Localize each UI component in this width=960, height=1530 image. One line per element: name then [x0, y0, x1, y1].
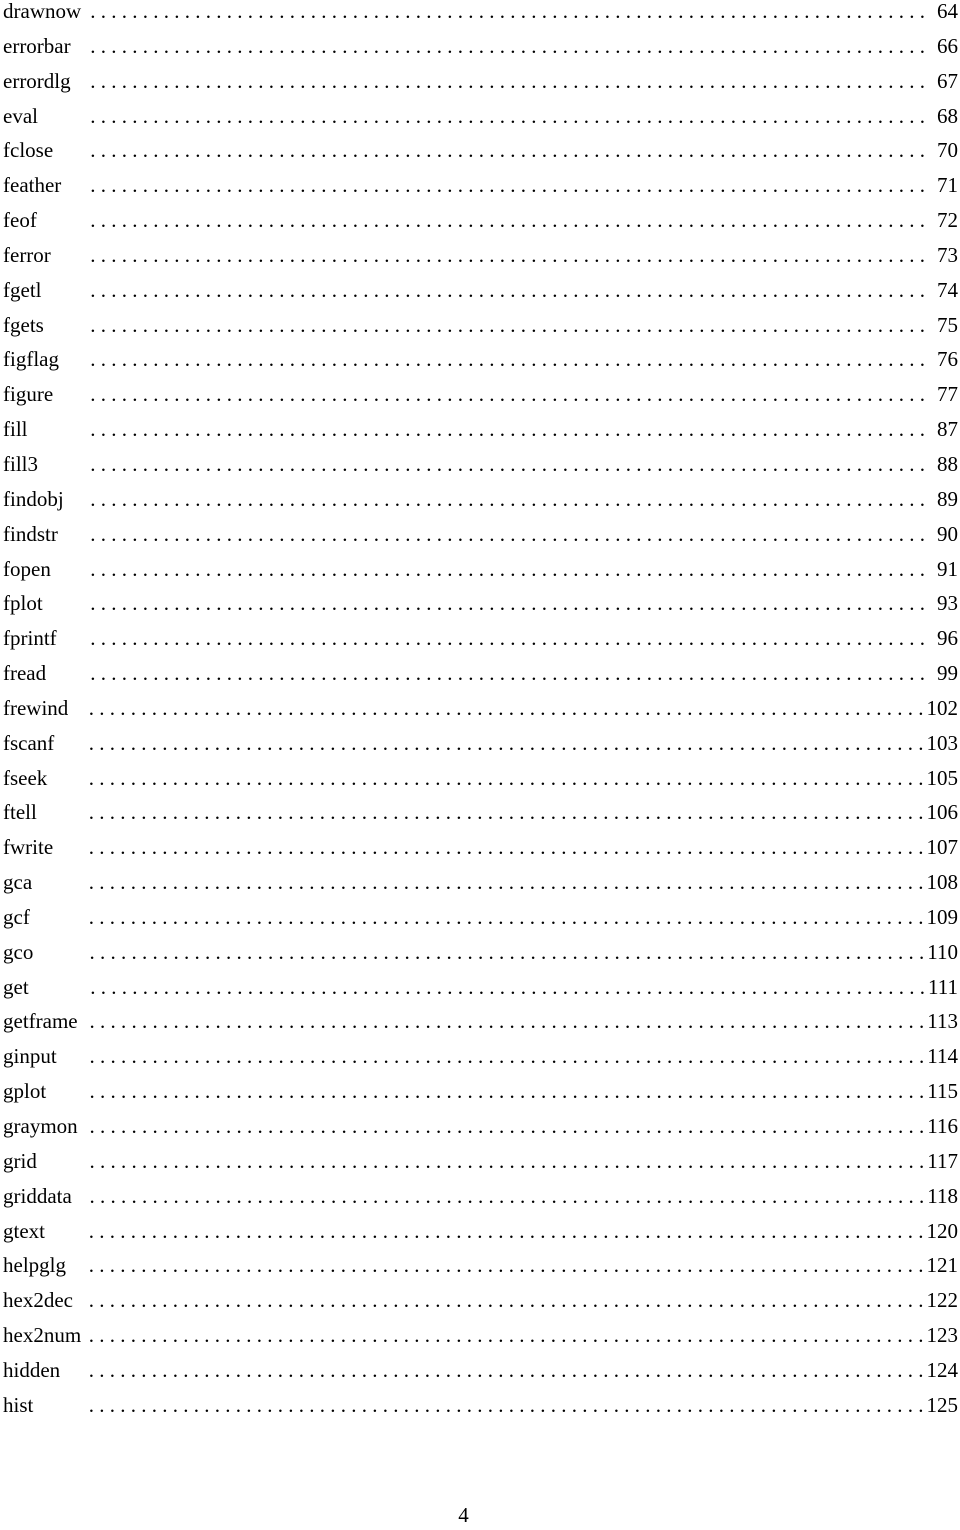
toc-entry[interactable] — [3, 1353, 958, 1388]
dot-leader: . . . . . . . . . . . . . . . . . . . . . . . . . . . . . . . . . . . . . . . . . . . . . . . . . . . . . . . . . . . . . . . . . . . . . . . . . . . . . . . . — [88, 904, 924, 929]
toc-entry[interactable] — [3, 168, 958, 203]
toc-entry[interactable] — [3, 552, 958, 587]
toc-entry-page: 71 — [937, 173, 958, 198]
toc-entry-name: gca — [3, 870, 33, 895]
toc-entry-page: 122 — [926, 1288, 958, 1313]
toc-entry-name: fopen — [3, 556, 51, 581]
toc-entry[interactable] — [3, 656, 958, 691]
toc-entry[interactable] — [3, 970, 958, 1005]
dot-leader: . . . . . . . . . . . . . . . . . . . . . . . . . . . . . . . . . . . . . . . . . . . . . . . . . . . . . . . . . . . . . . . . . . . . . . . . . . . . . . . . — [90, 103, 925, 128]
toc-entry-page: 73 — [937, 242, 958, 267]
dot-leader: . . . . . . . . . . . . . . . . . . . . . . . . . . . . . . . . . . . . . . . . . . . . . . . . . . . . . . . . . . . . . . . . . . . . . . . . . . . . . . . . — [88, 765, 924, 790]
toc-entry[interactable] — [3, 691, 958, 726]
toc-entry-name: fwrite — [3, 835, 54, 860]
dot-leader: . . . . . . . . . . . . . . . . . . . . . . . . . . . . . . . . . . . . . . . . . . . . . . . . . . . . . . . . . . . . . . . . . . . . . . . . . . . . . . . . — [89, 1148, 925, 1173]
toc-entry-name: fseek — [3, 765, 48, 790]
toc-entry[interactable] — [3, 1388, 958, 1423]
toc-entry-name: fgets — [3, 312, 44, 337]
toc-entry-page: 115 — [927, 1079, 958, 1104]
toc-entry-page: 103 — [926, 730, 958, 755]
dot-leader: . . . . . . . . . . . . . . . . . . . . . . . . . . . . . . . . . . . . . . . . . . . . . . . . . . . . . . . . . . . . . . . . . . . . . . . . . . . . . . . . — [89, 1183, 925, 1208]
dot-leader: . . . . . . . . . . . . . . . . . . . . . . . . . . . . . . . . . . . . . . . . . . . . . . . . . . . . . . . . . . . . . . . . . . . . . . . . . . . . . . . . — [90, 138, 925, 163]
dot-leader: . . . . . . . . . . . . . . . . . . . . . . . . . . . . . . . . . . . . . . . . . . . . . . . . . . . . . . . . . . . . . . . . . . . . . . . . . . . . . . . . — [88, 800, 924, 825]
toc-entry-page: 70 — [937, 138, 958, 163]
toc-entry[interactable] — [3, 795, 958, 830]
dot-leader: . . . . . . . . . . . . . . . . . . . . . . . . . . . . . . . . . . . . . . . . . . . . . . . . . . . . . . . . . . . . . . . . . . . . . . . . . . . . . . . . — [88, 835, 924, 860]
dot-leader: . . . . . . . . . . . . . . . . . . . . . . . . . . . . . . . . . . . . . . . . . . . . . . . . . . . . . . . . . . . . . . . . . . . . . . . . . . . . . . . . — [88, 1323, 924, 1348]
toc-entry[interactable] — [3, 133, 958, 168]
toc-entry-page: 113 — [927, 1009, 958, 1034]
toc-entry[interactable] — [3, 482, 958, 517]
dot-leader: . . . . . . . . . . . . . . . . . . . . . . . . . . . . . . . . . . . . . . . . . . . . . . . . . . . . . . . . . . . . . . . . . . . . . . . . . . . . . . . . — [90, 521, 925, 546]
toc-entry[interactable] — [3, 586, 958, 621]
toc-entry[interactable] — [3, 273, 958, 308]
toc-entry-page: 107 — [926, 835, 958, 860]
toc-entry-page: 76 — [937, 347, 958, 372]
toc-entry-page: 99 — [937, 661, 958, 686]
toc-entry[interactable] — [3, 865, 958, 900]
toc-entry[interactable] — [3, 900, 958, 935]
toc-entry-name: errordlg — [3, 68, 71, 93]
toc-entry-page: 93 — [937, 591, 958, 616]
toc-entry-name: fprintf — [3, 626, 57, 651]
toc-entry[interactable] — [3, 830, 958, 865]
dot-leader: . . . . . . . . . . . . . . . . . . . . . . . . . . . . . . . . . . . . . . . . . . . . . . . . . . . . . . . . . . . . . . . . . . . . . . . . . . . . . . . . — [90, 661, 925, 686]
toc-entry[interactable] — [3, 1109, 958, 1144]
dot-leader: . . . . . . . . . . . . . . . . . . . . . . . . . . . . . . . . . . . . . . . . . . . . . . . . . . . . . . . . . . . . . . . . . . . . . . . . . . . . . . . . — [89, 939, 925, 964]
toc-entry-name: figure — [3, 382, 54, 407]
dot-leader: . . . . . . . . . . . . . . . . . . . . . . . . . . . . . . . . . . . . . . . . . . . . . . . . . . . . . . . . . . . . . . . . . . . . . . . . . . . . . . . . — [90, 277, 925, 302]
toc-entry-page: 66 — [937, 33, 958, 58]
dot-leader: . . . . . . . . . . . . . . . . . . . . . . . . . . . . . . . . . . . . . . . . . . . . . . . . . . . . . . . . . . . . . . . . . . . . . . . . . . . . . . . . — [88, 1288, 924, 1313]
toc-entry[interactable] — [3, 1214, 958, 1249]
toc-entry-name: griddata — [3, 1183, 72, 1208]
toc-entry-page: 123 — [926, 1323, 958, 1348]
toc-entry-page: 109 — [926, 904, 958, 929]
toc-entry-name: fplot — [3, 591, 43, 616]
toc-entry-name: ftell — [3, 800, 37, 825]
toc-entry-page: 68 — [937, 103, 958, 128]
toc-entry-page: 102 — [926, 695, 958, 720]
toc-entry-name: errorbar — [3, 33, 71, 58]
dot-leader: . . . . . . . . . . . . . . . . . . . . . . . . . . . . . . . . . . . . . . . . . . . . . . . . . . . . . . . . . . . . . . . . . . . . . . . . . . . . . . . . — [90, 486, 925, 511]
toc-entry[interactable] — [3, 1283, 958, 1318]
toc-entry[interactable] — [3, 29, 958, 64]
dot-leader: . . . . . . . . . . . . . . . . . . . . . . . . . . . . . . . . . . . . . . . . . . . . . . . . . . . . . . . . . . . . . . . . . . . . . . . . . . . . . . . . — [90, 68, 925, 93]
toc-entry-page: 67 — [937, 68, 958, 93]
dot-leader: . . . . . . . . . . . . . . . . . . . . . . . . . . . . . . . . . . . . . . . . . . . . . . . . . . . . . . . . . . . . . . . . . . . . . . . . . . . . . . . . — [90, 382, 925, 407]
toc-entry-page: 96 — [937, 626, 958, 651]
dot-leader: . . . . . . . . . . . . . . . . . . . . . . . . . . . . . . . . . . . . . . . . . . . . . . . . . . . . . . . . . . . . . . . . . . . . . . . . . . . . . . . . — [90, 451, 925, 476]
dot-leader: . . . . . . . . . . . . . . . . . . . . . . . . . . . . . . . . . . . . . . . . . . . . . . . . . . . . . . . . . . . . . . . . . . . . . . . . . . . . . . . . — [90, 312, 925, 337]
dot-leader: . . . . . . . . . . . . . . . . . . . . . . . . . . . . . . . . . . . . . . . . . . . . . . . . . . . . . . . . . . . . . . . . . . . . . . . . . . . . . . . . — [90, 33, 925, 58]
toc-entry[interactable] — [3, 0, 958, 29]
toc-entry-page: 108 — [926, 870, 958, 895]
dot-leader: . . . . . . . . . . . . . . . . . . . . . . . . . . . . . . . . . . . . . . . . . . . . . . . . . . . . . . . . . . . . . . . . . . . . . . . . . . . . . . . . — [88, 730, 924, 755]
toc-entry[interactable] — [3, 1248, 958, 1283]
toc-entry-name: fclose — [3, 138, 54, 163]
toc-entry-name: grid — [3, 1148, 37, 1173]
toc-entry-page: 90 — [937, 521, 958, 546]
toc-entry-page: 105 — [926, 765, 958, 790]
toc-entry-name: ferror — [3, 242, 51, 267]
dot-leader: . . . . . . . . . . . . . . . . . . . . . . . . . . . . . . . . . . . . . . . . . . . . . . . . . . . . . . . . . . . . . . . . . . . . . . . . . . . . . . . . — [90, 0, 925, 23]
dot-leader: . . . . . . . . . . . . . . . . . . . . . . . . . . . . . . . . . . . . . . . . . . . . . . . . . . . . . . . . . . . . . . . . . . . . . . . . . . . . . . . . — [89, 1079, 925, 1104]
toc-entry[interactable] — [3, 377, 958, 412]
dot-leader: . . . . . . . . . . . . . . . . . . . . . . . . . . . . . . . . . . . . . . . . . . . . . . . . . . . . . . . . . . . . . . . . . . . . . . . . . . . . . . . . — [90, 591, 925, 616]
toc-entry-name: findobj — [3, 486, 64, 511]
toc-entry-page: 64 — [937, 0, 958, 23]
toc-entry[interactable] — [3, 1074, 958, 1109]
toc-entry-name: gco — [3, 939, 34, 964]
toc-entry-page: 88 — [937, 451, 958, 476]
toc-entry-page: 124 — [926, 1357, 958, 1382]
toc-entry[interactable] — [3, 99, 958, 134]
toc-entry-page: 120 — [926, 1218, 958, 1243]
toc-entry-page: 121 — [926, 1253, 958, 1278]
toc-entry-name: figflag — [3, 347, 59, 372]
toc-entry[interactable] — [3, 517, 958, 552]
toc-entry-name: gcf — [3, 904, 30, 929]
toc-entry-page: 118 — [927, 1183, 958, 1208]
toc-entry-name: frewind — [3, 695, 69, 720]
dot-leader: . . . . . . . . . . . . . . . . . . . . . . . . . . . . . . . . . . . . . . . . . . . . . . . . . . . . . . . . . . . . . . . . . . . . . . . . . . . . . . . . — [90, 242, 925, 267]
toc-entry-name: gplot — [3, 1079, 47, 1104]
toc-entry[interactable] — [3, 238, 958, 273]
toc-entry[interactable] — [3, 1039, 958, 1074]
toc-entry-name: fill3 — [3, 451, 38, 476]
toc-entry-name: findstr — [3, 521, 58, 546]
dot-leader: . . . . . . . . . . . . . . . . . . . . . . . . . . . . . . . . . . . . . . . . . . . . . . . . . . . . . . . . . . . . . . . . . . . . . . . . . . . . . . . . — [88, 1253, 924, 1278]
toc-entry-page: 74 — [937, 277, 958, 302]
toc-entry-page: 111 — [928, 974, 958, 999]
toc-entry[interactable] — [3, 447, 958, 482]
toc-entry-page: 114 — [927, 1044, 958, 1069]
toc-entry-name: gtext — [3, 1218, 45, 1243]
toc-entry-name: drawnow — [3, 0, 82, 23]
toc-entry-page: 77 — [937, 382, 958, 407]
toc-entry-name: graymon — [3, 1114, 78, 1138]
dot-leader: . . . . . . . . . . . . . . . . . . . . . . . . . . . . . . . . . . . . . . . . . . . . . . . . . . . . . . . . . . . . . . . . . . . . . . . . . . . . . . . . — [88, 870, 924, 895]
toc-entry[interactable] — [3, 64, 958, 99]
toc-entry-name: get — [3, 974, 29, 999]
toc-entry-page: 110 — [927, 939, 958, 964]
toc-entry-name: fread — [3, 661, 47, 686]
toc-entry[interactable] — [3, 342, 958, 377]
toc-entry-page: 116 — [927, 1114, 958, 1138]
toc-entry[interactable] — [3, 1318, 958, 1353]
dot-leader: . . . . . . . . . . . . . . . . . . . . . . . . . . . . . . . . . . . . . . . . . . . . . . . . . . . . . . . . . . . . . . . . . . . . . . . . . . . . . . . . — [90, 347, 925, 372]
toc-entry-name: hex2num — [3, 1323, 82, 1348]
toc-entry-page: 75 — [937, 312, 958, 337]
toc-entry-name: hidden — [3, 1357, 61, 1382]
toc-entry-name: ginput — [3, 1044, 57, 1069]
toc-entry-name: helpglg — [3, 1253, 66, 1278]
toc-entry-page: 125 — [926, 1392, 958, 1417]
dot-leader: . . . . . . . . . . . . . . . . . . . . . . . . . . . . . . . . . . . . . . . . . . . . . . . . . . . . . . . . . . . . . . . . . . . . . . . . . . . . . . . . — [90, 626, 925, 651]
page-number: 4 — [458, 1503, 469, 1527]
toc-entry[interactable] — [3, 1144, 958, 1179]
toc-entry[interactable] — [3, 621, 958, 656]
table-of-contents — [3, 0, 958, 1423]
toc-entry-name: feather — [3, 173, 62, 198]
toc-entry[interactable] — [3, 1004, 958, 1039]
toc-entry-page: 91 — [937, 556, 958, 581]
toc-entry-page: 117 — [927, 1148, 958, 1173]
toc-entry[interactable] — [3, 203, 958, 238]
dot-leader: . . . . . . . . . . . . . . . . . . . . . . . . . . . . . . . . . . . . . . . . . . . . . . . . . . . . . . . . . . . . . . . . . . . . . . . . . . . . . . . . — [88, 1218, 924, 1243]
toc-entry-name: getframe — [3, 1009, 78, 1034]
dot-leader: . . . . . . . . . . . . . . . . . . . . . . . . . . . . . . . . . . . . . . . . . . . . . . . . . . . . . . . . . . . . . . . . . . . . . . . . . . . . . . . . — [88, 1392, 924, 1417]
toc-entry-page: 89 — [937, 486, 958, 511]
dot-leader: . . . . . . . . . . . . . . . . . . . . . . . . . . . . . . . . . . . . . . . . . . . . . . . . . . . . . . . . . . . . . . . . . . . . . . . . . . . . . . . . — [90, 173, 925, 198]
toc-entry-page: 87 — [937, 417, 958, 442]
toc-entry[interactable] — [3, 935, 958, 970]
toc-entry[interactable] — [3, 412, 958, 447]
toc-entry-name: fill — [3, 417, 28, 442]
dot-leader: . . . . . . . . . . . . . . . . . . . . . . . . . . . . . . . . . . . . . . . . . . . . . . . . . . . . . . . . . . . . . . . . . . . . . . . . . . . . . . . . — [90, 417, 925, 442]
toc-entry[interactable] — [3, 726, 958, 761]
dot-leader: . . . . . . . . . . . . . . . . . . . . . . . . . . . . . . . . . . . . . . . . . . . . . . . . . . . . . . . . . . . . . . . . . . . . . . . . . . . . . . . . — [89, 1044, 925, 1069]
toc-entry-name: hex2dec — [3, 1288, 73, 1313]
toc-entry[interactable] — [3, 761, 958, 796]
dot-leader: . . . . . . . . . . . . . . . . . . . . . . . . . . . . . . . . . . . . . . . . . . . . . . . . . . . . . . . . . . . . . . . . . . . . . . . . . . . . . . . . — [88, 695, 924, 720]
toc-entry-name: fscanf — [3, 730, 55, 755]
dot-leader: . . . . . . . . . . . . . . . . . . . . . . . . . . . . . . . . . . . . . . . . . . . . . . . . . . . . . . . . . . . . . . . . . . . . . . . . . . . . . . . . — [89, 1009, 925, 1034]
toc-entry-name: hist — [3, 1392, 34, 1417]
toc-entry[interactable] — [3, 1179, 958, 1214]
toc-entry[interactable] — [3, 308, 958, 343]
dot-leader: . . . . . . . . . . . . . . . . . . . . . . . . . . . . . . . . . . . . . . . . . . . . . . . . . . . . . . . . . . . . . . . . . . . . . . . . . . . . . . . . — [90, 556, 925, 581]
toc-entry-page: 106 — [926, 800, 958, 825]
toc-entry-name: fgetl — [3, 277, 42, 302]
dot-leader: . . . . . . . . . . . . . . . . . . . . . . . . . . . . . . . . . . . . . . . . . . . . . . . . . . . . . . . . . . . . . . . . . . . . . . . . . . . . . . . . — [90, 208, 925, 233]
dot-leader: . . . . . . . . . . . . . . . . . . . . . . . . . . . . . . . . . . . . . . . . . . . . . . . . . . . . . . . . . . . . . . . . . . . . . . . . . . . . . . . . — [88, 1357, 924, 1382]
toc-entry-page: 72 — [937, 208, 958, 233]
toc-entry-name: feof — [3, 208, 37, 233]
dot-leader: . . . . . . . . . . . . . . . . . . . . . . . . . . . . . . . . . . . . . . . . . . . . . . . . . . . . . . . . . . . . . . . . . . . . . . . . . . . . . . . . — [89, 1114, 925, 1138]
toc-entry-name: eval — [3, 103, 38, 128]
dot-leader: . . . . . . . . . . . . . . . . . . . . . . . . . . . . . . . . . . . . . . . . . . . . . . . . . . . . . . . . . . . . . . . . . . . . . . . . . . . . . . . . — [90, 974, 925, 999]
